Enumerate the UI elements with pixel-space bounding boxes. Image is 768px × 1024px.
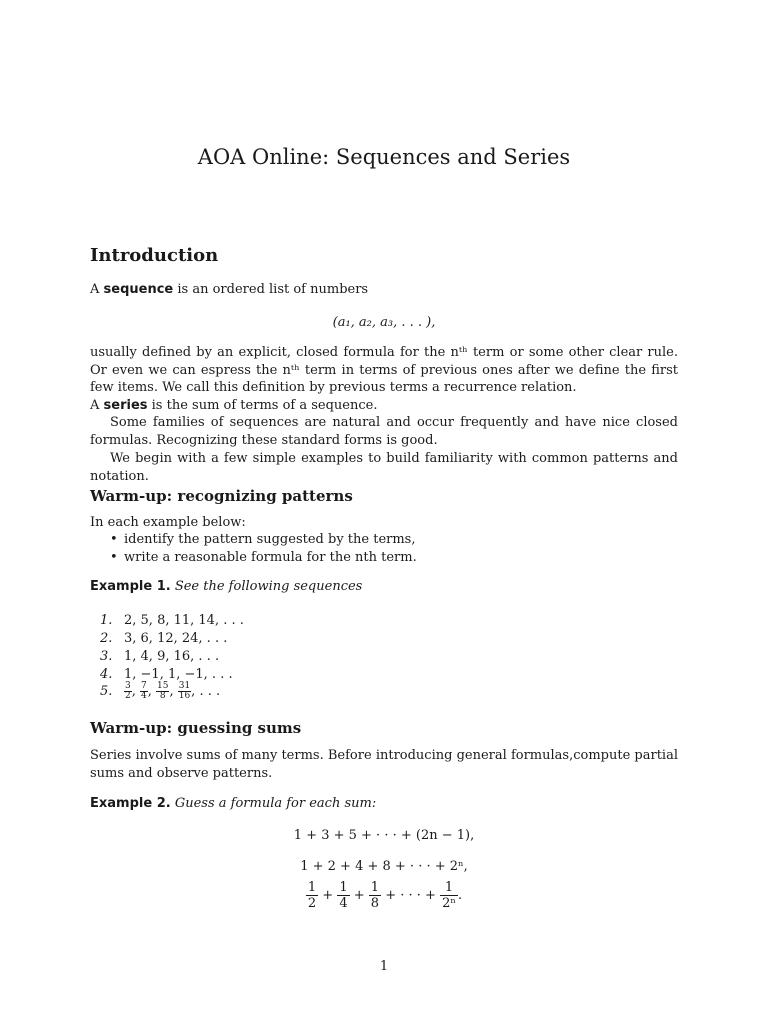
intro-paragraph-3: A series is the sum of terms of a sequence. — [90, 398, 378, 413]
example-label: Example 2. — [90, 796, 171, 811]
sum-formula-2: 1 + 2 + 4 + 8 + · · · + 2ⁿ, — [300, 859, 468, 874]
section-heading-introduction: Introduction — [90, 245, 219, 266]
example-text: See the following sequences — [174, 579, 363, 594]
patterns-lead: In each example below: — [90, 515, 246, 530]
example-label: Example 1. — [90, 579, 171, 594]
bullet-item: • identify the pattern suggested by the terms, — [110, 532, 416, 547]
sum-formula-1: 1 + 3 + 5 + · · · + (2n − 1), — [293, 828, 475, 843]
bullet-icon: • — [110, 550, 118, 565]
intro-paragraph-1: A sequence is an ordered list of numbers — [90, 282, 369, 297]
fraction: $\frac{1}{4}$ — [339, 880, 348, 911]
term-series: series — [103, 398, 148, 413]
fraction: $\frac{31}{16}$ — [178, 681, 191, 701]
fraction: $\frac{7}{4}$ — [141, 681, 147, 701]
intro-paragraph-4: Some families of sequences are natural and occur frequently and have nice closed formulas. Recognizing these standard forms is good. — [90, 415, 678, 448]
list-item: 2. 3, 6, 12, 24, . . . — [100, 631, 228, 646]
example-2 — [90, 795, 376, 813]
fraction: $\frac{1}{8}$ — [370, 880, 380, 911]
list-item: 3. 1, 4, 9, 16, . . . — [100, 649, 220, 664]
list-item: 1. 2, 5, 8, 11, 14, . . . — [100, 613, 244, 628]
list-item: 4. 1, −1, 1, −1, . . . — [100, 667, 233, 682]
list-item: 5. $\frac{3}{2}$ , $\frac{7}{4}$ , $\frac{15}{8}$ , $\frac{31}{16}$ , . . . — [100, 681, 221, 701]
intro-paragraph-2: usually defined by an explicit, closed formula for the nᵗʰ term or some other clear rule. Or even we can espress the nᵗʰ term in terms of previous ones after we define the first few items. We call this definition by previous terms a recurrence relation. — [90, 345, 678, 395]
fraction: $\frac{15}{8}$ — [157, 681, 169, 701]
bullet-icon: • — [110, 532, 118, 547]
section-heading-guessing-sums: Warm-up: guessing sums — [90, 719, 302, 737]
page-number: 1 — [379, 959, 389, 974]
fraction: $\frac{3}{2}$ — [125, 681, 131, 701]
display-sequence-notation: (a₁, a₂, a₃, . . . ), — [332, 315, 436, 330]
section-heading-recognizing-patterns: Warm-up: recognizing patterns — [90, 487, 353, 505]
intro-paragraph-5: We begin with a few simple examples to build familiarity with common patterns and notation. — [90, 451, 678, 484]
term-sequence: sequence — [103, 282, 174, 297]
fraction: $\frac{1}{\text{2ⁿ}}$ — [442, 880, 456, 911]
document-title: AOA Online: Sequences and Series — [197, 145, 571, 169]
bullet-item: • write a reasonable formula for the nth term. — [110, 550, 417, 565]
document-page — [90, 0, 678, 1024]
example-1 — [90, 578, 362, 596]
example-text: Guess a formula for each sum: — [174, 796, 377, 811]
fraction: $\frac{1}{2}$ — [307, 880, 317, 911]
sums-lead: Series involve sums of many terms. Before introducing general formulas,compute partial sums and observe patterns. — [90, 748, 678, 781]
sum-formula-3: $\frac{1}{2}$ + $\frac{1}{4}$ + $\frac{1}{8}$ + · · · + $\frac{1}{\text{2ⁿ}}$ . — [307, 880, 463, 911]
